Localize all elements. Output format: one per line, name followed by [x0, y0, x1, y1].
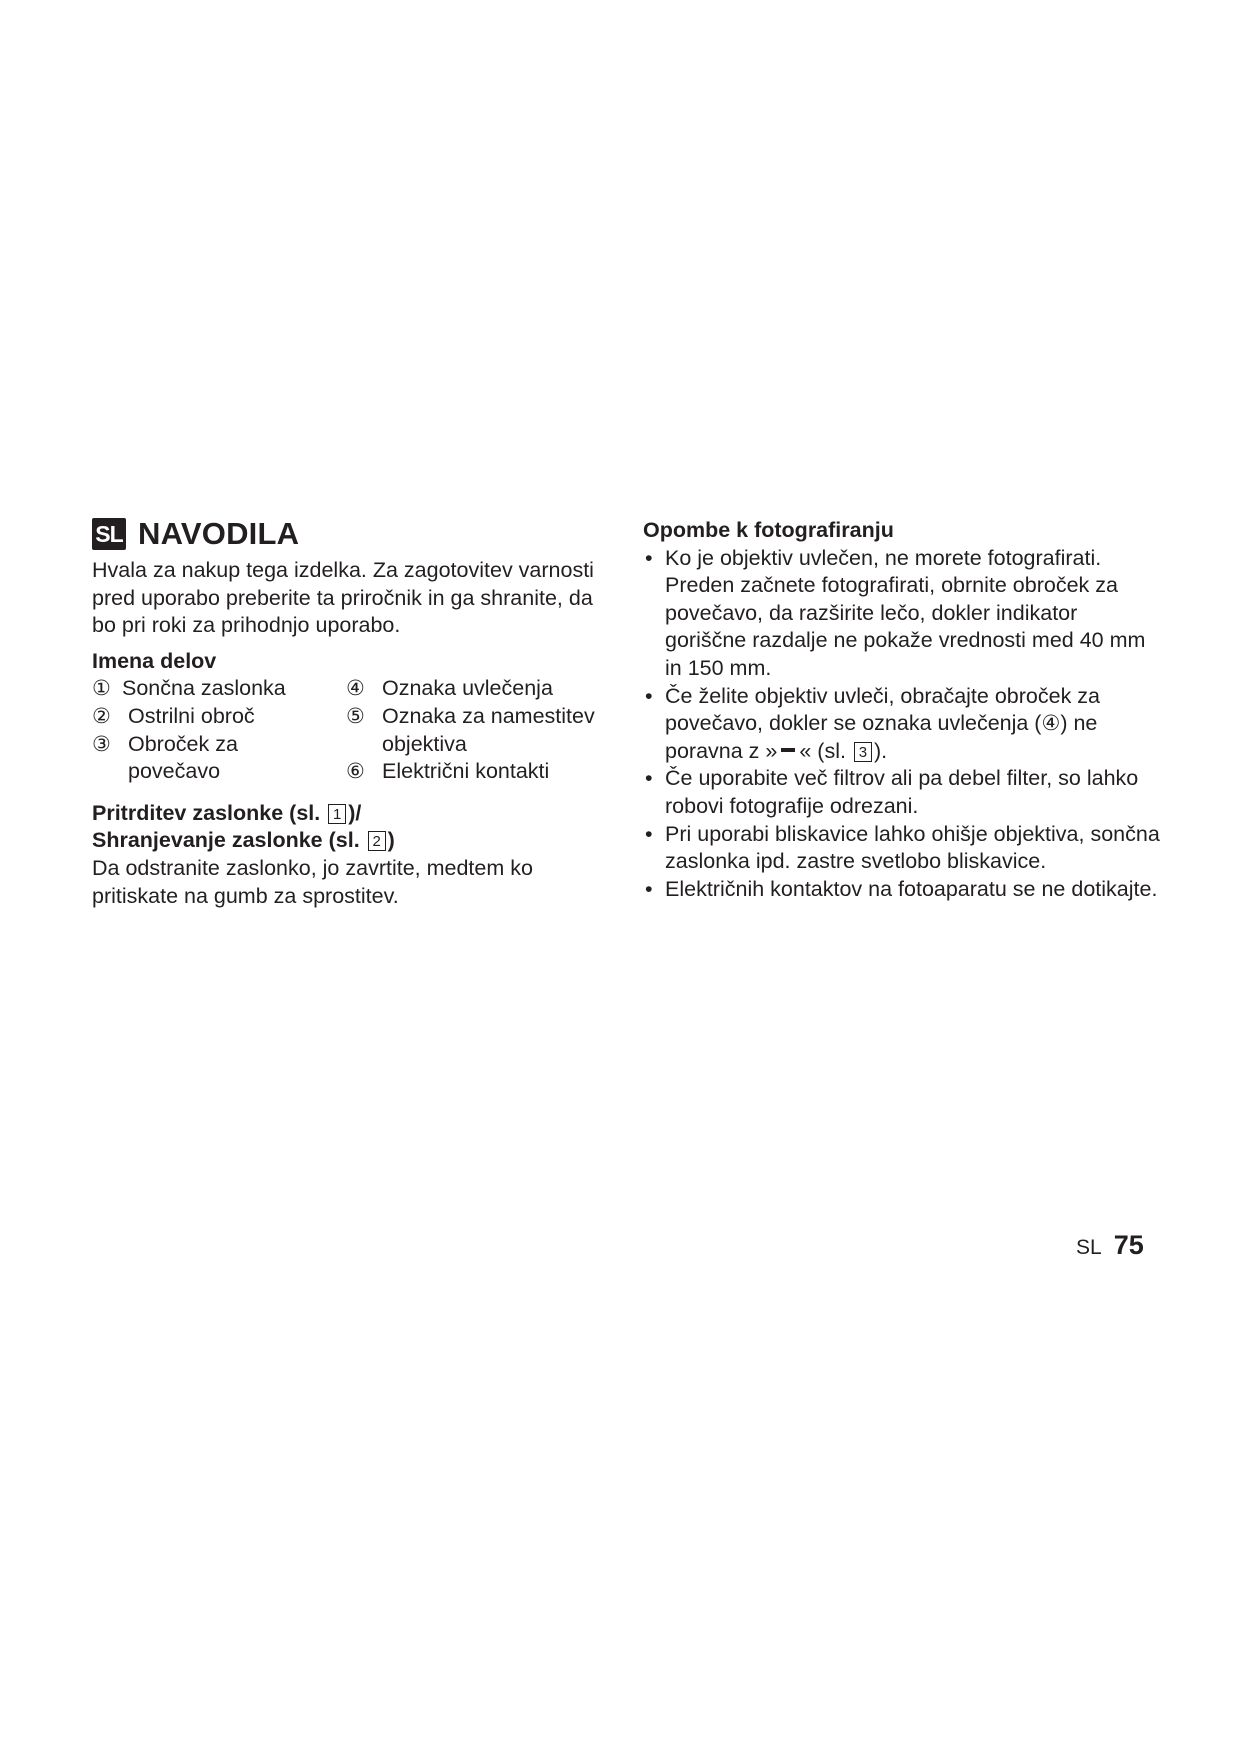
note-text: Pri uporabi bliskavice lahko ohišje objektiva, sončna zaslonka ipd. zastre svetlobo bliskavice.	[665, 821, 1160, 874]
note-text: Električnih kontaktov na fotoaparatu se ne dotikajte.	[665, 876, 1158, 901]
language-badge: SL	[92, 518, 126, 550]
parts-heading: Imena delov	[92, 648, 217, 673]
footer-language: SL	[1076, 1236, 1102, 1259]
bullet-marker: •	[645, 545, 653, 570]
part-label: Sončna zaslonka	[122, 676, 286, 701]
mount-heading-text: Pritrditev zaslonke (sl.	[92, 800, 321, 825]
storage-heading-text: Shranjevanje zaslonke (sl.	[92, 828, 360, 853]
bullet-marker: •	[645, 821, 653, 846]
part-number: ⑤	[346, 703, 365, 728]
note-item	[643, 765, 1163, 820]
bullet-marker: •	[645, 766, 653, 791]
part-number: ①	[92, 676, 111, 701]
part-item	[92, 675, 346, 703]
part-label: Oznaka uvlečenja	[382, 676, 553, 701]
part-label: Električni kontakti	[382, 759, 550, 784]
page-footer	[1076, 1230, 1144, 1261]
left-column	[92, 515, 612, 910]
notes-heading: Opombe k fotografiranju	[643, 518, 894, 542]
note-item	[643, 683, 1163, 766]
note-text-part: ) ne poravna z »	[665, 711, 1098, 763]
parts-list	[92, 675, 612, 785]
bullet-marker: •	[645, 876, 653, 901]
parts-list-left	[92, 675, 346, 785]
part-number: ③	[92, 731, 111, 756]
part-number: ②	[92, 703, 111, 728]
part-number: ④	[346, 676, 365, 701]
mount-body: Da odstranite zaslonko, jo zavrtite, medtem ko pritiskate na gumb za sprostitev.	[92, 855, 533, 908]
part-item	[346, 758, 612, 786]
figure-ref-1: 1	[328, 804, 346, 824]
storage-heading-suffix: )	[387, 828, 395, 853]
intro-paragraph: Hvala za nakup tega izdelka. Za zagotovitev varnosti pred uporabo preberite ta priročnik in ga shranite, da bo pri roki za prihodnjo uporabo.	[92, 558, 594, 638]
note-text-part: Če želite objektiv uvleči, obračajte obroček za povečavo, dokler se oznaka uvlečenja (	[665, 683, 1100, 736]
part-item	[92, 731, 346, 786]
note-text-part: ).	[873, 738, 888, 763]
note-text: Ko je objektiv uvlečen, ne morete fotografirati. Preden začnete fotografirati, obrnite obroček za povečavo, da razširite lečo, dokler indikator goriščne razdalje ne pokaže vrednosti med 40 mm in 150 mm.	[665, 545, 1146, 680]
part-item	[346, 703, 612, 758]
note-item	[643, 876, 1163, 904]
mount-heading	[92, 800, 612, 855]
part-label: Obroček za povečavo	[128, 731, 238, 784]
note-item	[643, 545, 1163, 683]
note-text: Če uporabite več filtrov ali pa debel filter, so lahko robovi fotografije odrezani.	[665, 766, 1139, 818]
part-item	[346, 675, 612, 703]
note-text-part: « (sl.	[799, 738, 846, 763]
part-item	[92, 703, 346, 731]
page-number: 75	[1113, 1230, 1144, 1260]
mount-heading-suffix: )/	[348, 800, 362, 825]
bullet-marker: •	[645, 683, 653, 708]
part-number-ref: ④	[1041, 711, 1061, 736]
right-column	[643, 517, 1163, 903]
page-title: NAVODILA	[138, 516, 300, 551]
notes-list	[643, 545, 1163, 904]
section-title-row	[92, 515, 612, 553]
note-text	[665, 683, 1163, 766]
note-item	[643, 821, 1163, 876]
parts-list-right	[346, 675, 612, 785]
retract-mark-icon	[781, 748, 795, 752]
figure-ref-2: 2	[368, 831, 386, 851]
part-label: Ostrilni obroč	[128, 703, 255, 728]
part-number: ⑥	[346, 759, 365, 784]
figure-ref-3: 3	[854, 742, 872, 762]
part-label: Oznaka za namestitev objektiva	[382, 703, 595, 756]
